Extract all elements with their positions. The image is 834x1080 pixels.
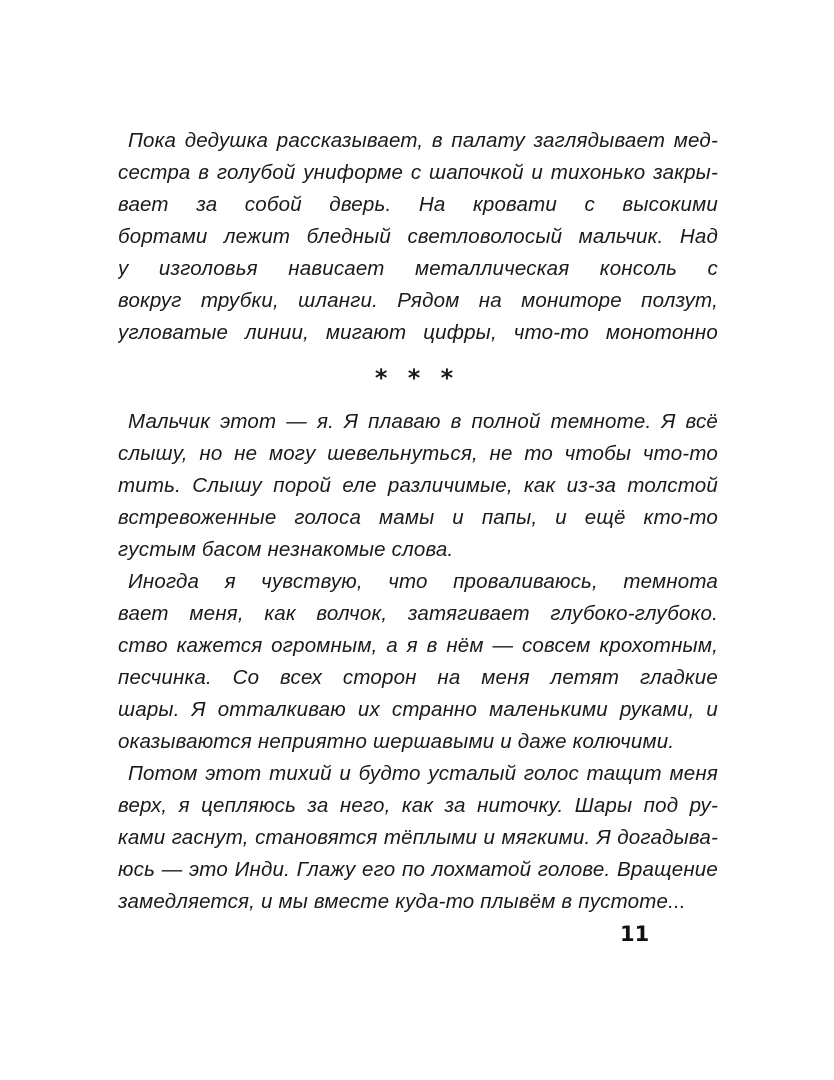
text-line: юсь — это Инди. Глажу его по лохматой голове. Вращение: [118, 858, 718, 881]
text-section-top: [118, 125, 718, 349]
text-line: бортами лежит бледный светловолосый мальчик. Над: [118, 225, 718, 248]
section-separator: * * *: [374, 364, 460, 392]
text-section-bottom: [118, 406, 718, 918]
text-line: оказываются неприятно шершавыми и даже колючими.: [118, 730, 675, 753]
text-line: Мальчик этот — я. Я плаваю в полной темноте. Я всё: [128, 410, 718, 433]
paragraph: [118, 125, 718, 349]
text-line: встревоженные голоса мамы и папы, и ещё кто-то: [118, 506, 718, 529]
text-line: вает за собой дверь. На кровати с высокими: [118, 193, 718, 216]
text-line: Иногда я чувствую, что проваливаюсь, темнота: [128, 570, 718, 593]
text-line: верх, я цепляюсь за него, как за ниточку. Шары под ру-: [118, 794, 718, 817]
text-line: вокруг трубки, шланги. Рядом на мониторе ползут,: [118, 289, 718, 312]
text-line: Потом этот тихий и будто усталый голос тащит меня: [128, 762, 718, 785]
text-line: вает меня, как волчок, затягивает глубоко-глубоко.: [118, 602, 718, 625]
paragraph: [118, 758, 718, 918]
text-line: сестра в голубой униформе с шапочкой и тихонько закры-: [118, 161, 718, 184]
paragraph: [118, 566, 718, 758]
text-line: шары. Я отталкиваю их странно маленькими руками, и: [118, 698, 718, 721]
text-line: угловатые линии, мигают цифры, что-то монотонно: [118, 321, 718, 344]
text-line: ство кажется огромным, а я в нём — совсем крохотным,: [118, 634, 718, 657]
text-line: густым басом незнакомые слова.: [118, 538, 454, 561]
text-line: песчинка. Со всех сторон на меня летят гладкие: [118, 666, 718, 689]
text-line: слышу, но не могу шевельнуться, не то чтобы что-то: [118, 442, 718, 465]
paragraph: [118, 406, 718, 566]
page-number: 11: [620, 922, 650, 946]
text-line: ками гаснут, становятся тёплыми и мягкими. Я догадыва-: [118, 826, 718, 849]
text-line: замедляется, и мы вместе куда-то плывём в пустоте...: [118, 890, 686, 913]
text-line: Пока дедушка рассказывает, в палату заглядывает мед-: [128, 129, 718, 152]
text-line: у изголовья нависает металлическая консоль с: [118, 257, 718, 280]
text-line: тить. Слышу порой еле различимые, как из-за толстой: [118, 474, 718, 497]
